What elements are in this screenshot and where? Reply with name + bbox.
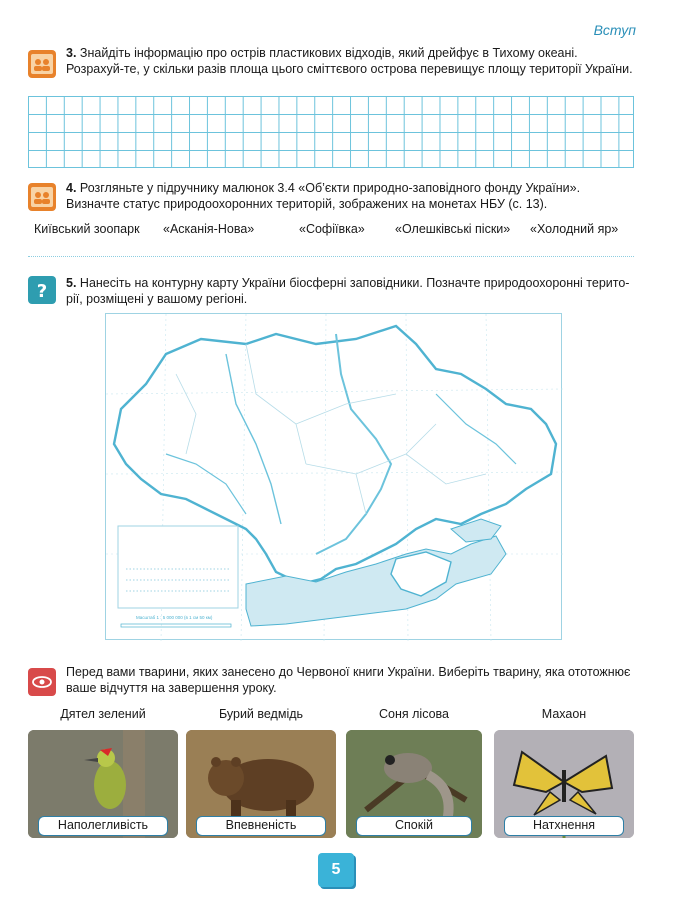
feeling-label: Наполегливість	[38, 816, 168, 836]
section-title: Вступ	[593, 22, 636, 38]
task-text: Розгляньте у підручнику малюнок 3.4 «Об’єкти природно-заповідного фонду України». Визначте статус природоохоронних територій, зображених на монетах НБУ (с. 13).	[66, 181, 581, 211]
coin-item: Київський зоопарк	[34, 222, 140, 236]
answer-line[interactable]	[28, 256, 634, 257]
animal-card-bear[interactable]	[186, 730, 336, 838]
group-work-icon	[28, 183, 56, 211]
coin-item: «Асканія-Нова»	[163, 222, 255, 236]
task-number: 4.	[66, 181, 77, 195]
task-3	[66, 45, 636, 77]
task-5	[66, 275, 636, 307]
animal-card-dormouse[interactable]	[346, 730, 482, 838]
feeling-label: Натхнення	[504, 816, 624, 836]
task-4	[66, 180, 636, 212]
animal-card-woodpecker[interactable]	[28, 730, 178, 838]
group-work-icon	[28, 50, 56, 78]
svg-text:?: ?	[36, 281, 48, 302]
task-number: 5.	[66, 276, 77, 290]
task-number: 3.	[66, 46, 77, 60]
animal-name: Бурий ведмідь	[218, 707, 304, 721]
map-scale-label: Масштаб 1 : 5 000 000 (в 1 см 50 км)	[136, 615, 213, 620]
coin-item: «Холодний яр»	[530, 222, 619, 236]
page-number: 5	[318, 853, 354, 887]
task-text: Перед вами тварини, яких занесено до Червоної книги України. Виберіть тварину, яка ототожнює ваше відчуття на завершення уроку.	[66, 665, 631, 695]
task-reflection	[66, 664, 636, 696]
contour-map-ukraine[interactable]	[105, 313, 562, 640]
answer-grid[interactable]	[28, 96, 634, 168]
question-icon	[28, 276, 56, 304]
feeling-label: Спокій	[356, 816, 472, 836]
animal-name: Дятел зелений	[60, 707, 146, 721]
animal-card-swallowtail[interactable]	[494, 730, 634, 838]
task-text: Нанесіть на контурну карту України біосферні заповідники. Позначте природоохоронні терито-рії, розміщені у вашому регіоні.	[66, 276, 630, 306]
task-text: Знайдіть інформацію про острів пластикових відходів, який дрейфує в Тихому океані. Розрахуй-те, у скільки разів площа цього сміттєвого острова перевищує площу території України.	[66, 46, 633, 76]
coin-item: «Олешківські піски»	[395, 222, 511, 236]
coin-item: «Софіївка»	[299, 222, 365, 236]
feeling-label: Впевненість	[196, 816, 326, 836]
eye-reflection-icon	[28, 668, 56, 696]
animal-name: Соня лісова	[379, 707, 449, 721]
animal-name: Махаон	[541, 707, 587, 721]
